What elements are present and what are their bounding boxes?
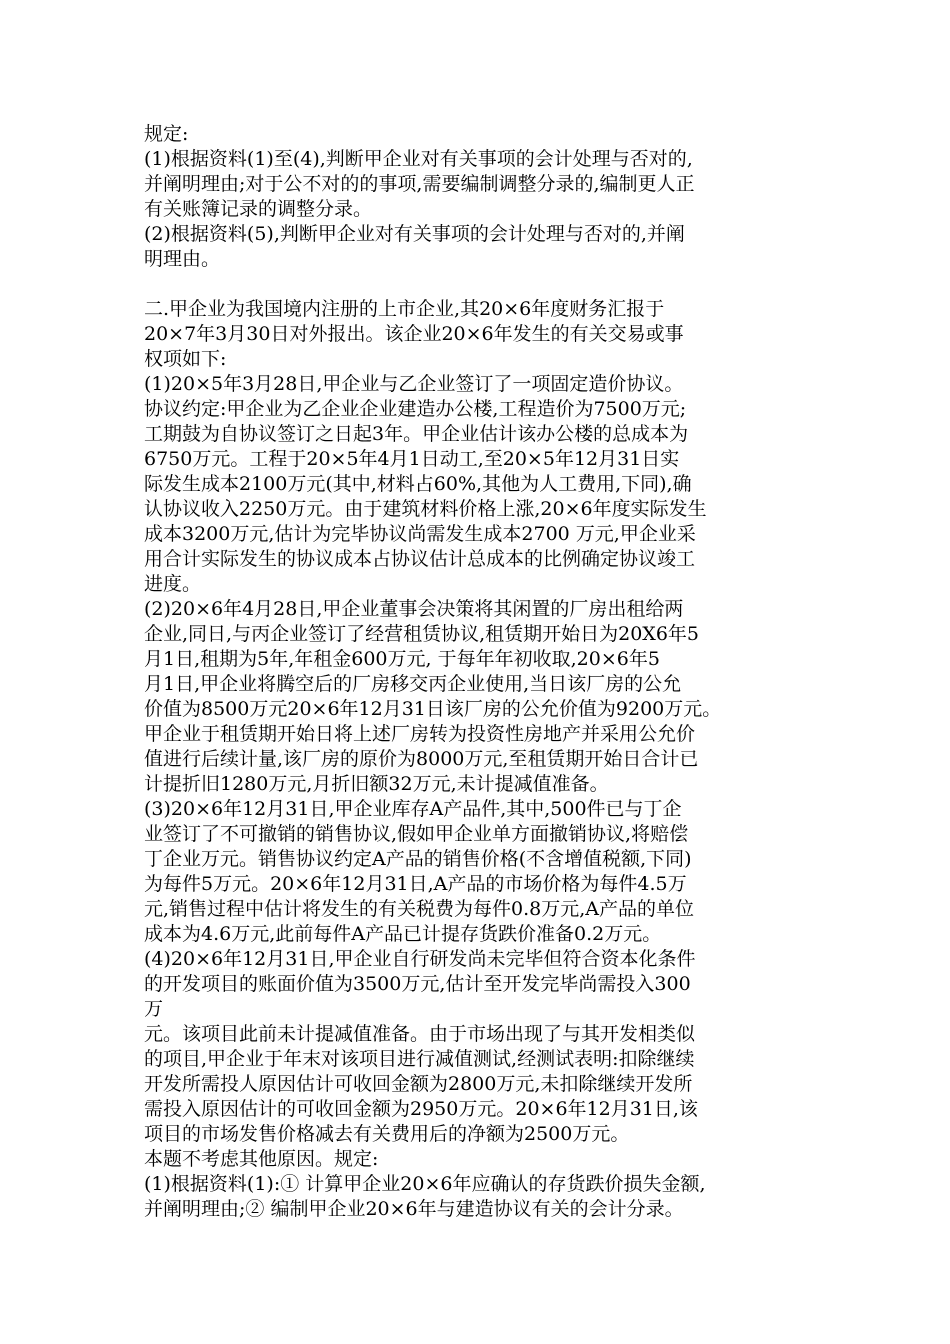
text-line: 值进行后续计量,该厂房的原价为8000万元,至租赁期开始日合计已: [144, 748, 699, 770]
text-line: 业签订了不可撤销的销售协议,假如甲企业单方面撤销协议,将赔偿: [144, 823, 689, 845]
text-line: 万: [144, 998, 164, 1020]
text-line: 认协议收入2250万元。由于建筑材料价格上涨,20×6年度实际发生: [144, 498, 707, 520]
text-line: 用合计实际发生的协议成本占协议估计总成本的比例确定协议竣工: [144, 548, 696, 570]
text-line: 元。该项目此前未计提减值准备。由于市场出现了与其开发相类似: [144, 1023, 696, 1045]
text-line: 本题不考虑其他原因。规定:: [144, 1148, 379, 1170]
paragraph-spacer: [144, 272, 816, 297]
text-line: 并阐明理由;② 编制甲企业20×6年与建造协议有关的会计分录。: [144, 1198, 684, 1220]
text-line: 开发所需投人原因估计可收回金额为2800万元,未扣除继续开发所: [144, 1073, 693, 1095]
text-line: 的项目,甲企业于年末对该项目进行减值测试,经测试表明:扣除继续: [144, 1048, 695, 1070]
text-line: 月1日,甲企业将腾空后的厂房移交丙企业使用,当日该厂房的公允: [144, 673, 682, 695]
text-line: (2)20×6年4月28日,甲企业董事会决策将其闲置的厂房出租给两: [144, 598, 684, 620]
question-two-section: [144, 297, 816, 1222]
text-line: 际发生成本2100万元(其中,材料占60%,其他为人工费用,下同),确: [144, 473, 692, 495]
text-line: 6750万元。工程于20×5年4月1日动工,至20×5年12月31日实: [144, 448, 680, 470]
text-line: 企业,同日,与丙企业签订了经营租赁协议,租赁期开始日为20X6年5: [144, 623, 700, 645]
text-line: 协议约定:甲企业为乙企业企业建造办公楼,工程造价为7500万元;: [144, 398, 687, 420]
text-line: 明理由。: [144, 248, 221, 270]
text-line: 甲企业于租赁期开始日将上述厂房转为投资性房地产并采用公允价: [144, 723, 696, 745]
text-line: 价值为8500万元20×6年12月31日该厂房的公允价值为9200万元。: [144, 698, 722, 720]
text-line: 丁企业万元。销售协议约定A产品的销售价格(不含增值税额,下同): [144, 848, 692, 870]
text-line: (3)20×6年12月31日,甲企业库存A产品件,其中,500件已与丁企: [144, 798, 682, 820]
document-body: [144, 122, 816, 1222]
text-line: 二.甲企业为我国境内注册的上市企业,其20×6年度财务汇报于: [144, 298, 665, 320]
text-line: 需投入原因估计的可收回金额为2950万元。20×6年12月31日,该: [144, 1098, 698, 1120]
text-line: 计提折旧1280万元,月折旧额32万元,未计提减值准备。: [144, 773, 609, 795]
text-line: 工期鼓为自协议签订之日起3年。甲企业估计该办公楼的总成本为: [144, 423, 689, 445]
text-line: 成本为4.6万元,此前每件A产品已计提存货跌价准备0.2万元。: [144, 923, 662, 945]
text-line: 为每件5万元。20×6年12月31日,A产品的市场价格为每件4.5万: [144, 873, 687, 895]
text-line: (4)20×6年12月31日,甲企业自行研发尚未完毕但符合资本化条件: [144, 948, 696, 970]
requirements-section: [144, 122, 816, 272]
text-line: 进度。: [144, 573, 202, 595]
text-line: 月1日,租期为5年,年租金600万元, 于每年年初收取,20×6年5: [144, 648, 660, 670]
text-line: 有关账簿记录的调整分录。: [144, 198, 373, 220]
text-line: 权项如下:: [144, 348, 227, 370]
text-line: 规定:: [144, 123, 189, 145]
text-line: (1)根据资料(1):① 计算甲企业20×6年应确认的存货跌价损失金额,: [144, 1173, 706, 1195]
text-line: 并阐明理由;对于公不对的的事项,需要编制调整分录的,编制更人正: [144, 173, 695, 195]
text-line: 元,销售过程中估计将发生的有关税费为每件0.8万元,A产品的单位: [144, 898, 695, 920]
text-line: (1)根据资料(1)至(4),判断甲企业对有关事项的会计处理与否对的,: [144, 148, 693, 170]
text-line: (1)20×5年3月28日,甲企业与乙企业签订了一项固定造价协议。: [144, 373, 684, 395]
text-line: 20×7年3月30日对外报出。该企业20×6年发生的有关交易或事: [144, 323, 684, 345]
text-line: 项目的市场发售价格减去有关费用后的净额为2500万元。: [144, 1123, 630, 1145]
text-line: 的开发项目的账面价值为3500万元,估计至开发完毕尚需投入300: [144, 973, 691, 995]
text-line: (2)根据资料(5),判断甲企业对有关事项的会计处理与否对的,并阐: [144, 223, 685, 245]
text-line: 成本3200万元,估计为完毕协议尚需发生成本2700 万元,甲企业采: [144, 523, 696, 545]
